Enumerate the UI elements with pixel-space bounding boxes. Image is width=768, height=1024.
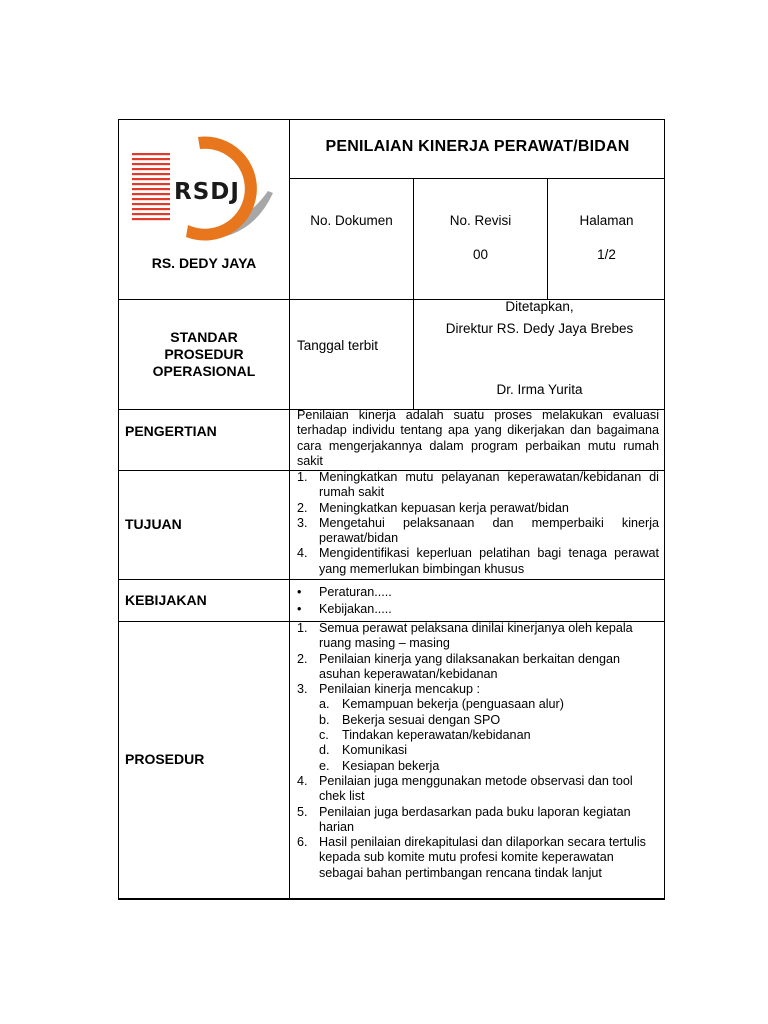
list-item: [297, 621, 659, 652]
document-title: PENILAIAN KINERJA PERAWAT/BIDAN: [325, 138, 630, 155]
sop-label-line2: PROSEDUR: [164, 346, 244, 362]
list-item: [297, 601, 659, 618]
list-letter: c.: [319, 728, 329, 743]
bottom-rule: [118, 899, 665, 900]
list-text: Kebijakan.....: [319, 602, 392, 616]
list-text: Kemampuan bekerja (penguasaan alur): [342, 697, 564, 712]
list-text: Penilaian juga berdasarkan pada buku laporan kegiatan harian: [319, 804, 631, 834]
pengertian-text: Penilaian kinerja adalah suatu proses melakukan evaluasi terhadap individu tentang apa yang dikerjakan dan bagaimana cara mengerjakannya dalam program perbaikan mutu rumah sakit: [297, 408, 659, 468]
list-text: Kesiapan bekerja: [342, 758, 440, 773]
signer-name: Dr. Irma Yurita: [496, 382, 583, 397]
list-text: Komunikasi: [342, 743, 408, 758]
list-item: [297, 652, 659, 683]
prosedur-list: [297, 621, 659, 881]
list-text: Semua perawat pelaksana dinilai kinerjanya oleh kepala ruang masing – masing: [319, 621, 633, 651]
list-item: [297, 805, 659, 836]
doc-number-label: No. Dokumen: [310, 213, 393, 228]
director-title: Direktur RS. Dedy Jaya Brebes: [445, 321, 634, 336]
list-number: 1.: [297, 621, 308, 635]
list-text: Bekerja sesuai dengan SPO: [342, 712, 501, 727]
section-label-pengertian: PENGERTIAN: [125, 423, 217, 439]
sub-list-item: [297, 728, 659, 743]
revision-label: No. Revisi: [449, 213, 512, 228]
kebijakan-list: [297, 584, 659, 618]
logo-text: RSDJ: [174, 179, 240, 205]
sub-list-item: [297, 713, 659, 728]
revision-value: 00: [472, 247, 489, 262]
list-text: Penilaian kinerja mencakup :: [319, 682, 481, 697]
section-label-tujuan: TUJUAN: [125, 516, 182, 532]
sop-label-line3: OPERASIONAL: [152, 363, 256, 379]
list-item: [297, 835, 659, 881]
list-number: 3.: [297, 682, 308, 697]
list-letter: e.: [319, 758, 330, 773]
section-label-kebijakan: KEBIJAKAN: [125, 592, 207, 608]
list-letter: b.: [319, 712, 330, 727]
bullet-icon: •: [297, 602, 302, 616]
list-text: Mengidentifikasi keperluan pelatihan bagi tenaga perawat yang memerlukan bimbingan khusus: [319, 546, 659, 576]
list-number: 5.: [297, 804, 308, 819]
list-text: Hasil penilaian direkapitulasi dan dilaporkan secara tertulis kepada sub komite mutu profesi komite keperawatan sebagai bahan pertimbangan rencana tindak lanjut: [319, 835, 646, 880]
sub-list-item: [297, 759, 659, 774]
list-item: [297, 501, 659, 516]
list-item: [297, 682, 659, 697]
list-item: [297, 774, 659, 805]
list-number: 2.: [297, 500, 308, 515]
list-text: Penilaian juga menggunakan metode observasi dan tool chek list: [319, 773, 633, 804]
page-value: 1/2: [597, 247, 616, 262]
list-text: Meningkatkan kepuasan kerja perawat/bidan: [319, 500, 569, 515]
approved-by-label: Ditetapkan,: [505, 299, 574, 314]
list-text: Tindakan keperawatan/kebidanan: [342, 728, 531, 743]
section-label-prosedur: PROSEDUR: [125, 751, 205, 767]
list-number: 4.: [297, 773, 308, 788]
sop-label-line1: STANDAR: [170, 329, 238, 345]
column-divider-3: [547, 178, 548, 299]
list-item: [297, 470, 659, 501]
sop-label: [119, 329, 289, 380]
row-divider-tujuan: [118, 579, 665, 580]
list-text: Penilaian kinerja yang dilaksanakan berkaitan dengan asuhan keperawatan/kebidanan: [319, 651, 621, 681]
list-text: Meningkatkan mutu pelayanan keperawatan/kebidanan di rumah sakit: [319, 470, 659, 500]
hospital-name: RS. DEDY JAYA: [151, 255, 257, 271]
page-label: Halaman: [579, 213, 634, 228]
list-letter: a.: [319, 697, 330, 712]
list-number: 3.: [297, 515, 308, 530]
list-item: [297, 516, 659, 547]
hospital-logo: [130, 133, 280, 241]
issue-date-label: Tanggal terbit: [297, 338, 379, 353]
list-number: 4.: [297, 546, 308, 561]
bullet-icon: •: [297, 585, 302, 599]
list-item: [297, 546, 659, 577]
sub-list-item: [297, 697, 659, 712]
sub-list-item: [297, 743, 659, 758]
list-number: 1.: [297, 470, 308, 484]
approval-block: [414, 299, 665, 397]
row-divider-title: [289, 178, 665, 179]
column-divider: [289, 119, 290, 899]
list-text: Mengetahui pelaksanaan dan memperbaiki kinerja perawat/bidan: [319, 515, 659, 546]
list-number: 6.: [297, 835, 308, 850]
tujuan-list: [297, 470, 659, 577]
list-text: Peraturan.....: [319, 585, 392, 599]
list-number: 2.: [297, 651, 308, 666]
list-item: [297, 584, 659, 601]
list-letter: d.: [319, 743, 330, 758]
